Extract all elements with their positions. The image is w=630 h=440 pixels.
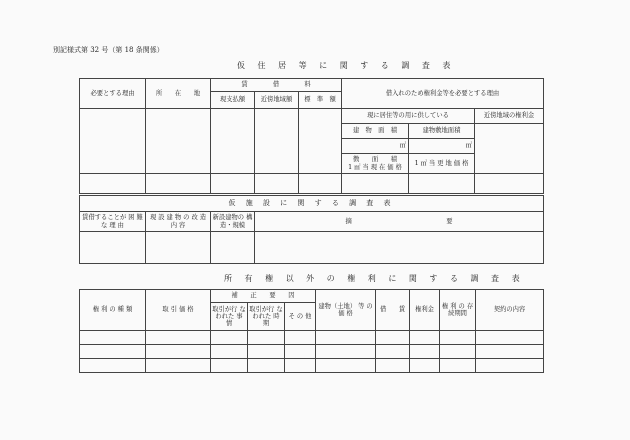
header-right-type: 権 利 の 種 類: [80, 290, 146, 331]
header-key-money-reason: 借入れのため権利金等を必要とする理由: [342, 79, 544, 109]
temporary-facility-table: [79, 195, 544, 264]
cell-blank-2: [146, 174, 211, 194]
cell-blank-8: [475, 174, 544, 194]
header-lease: 借 賃: [376, 290, 410, 331]
header-key-money: 権利金: [410, 290, 440, 331]
cell-blank-7: [409, 174, 475, 194]
cell-new-building: [211, 232, 255, 264]
unit-sqm-building: ㎡: [342, 139, 409, 154]
header-reason: 必要とする理由: [80, 79, 146, 109]
header-hard-to-lease-reason: 賃借することが 困 難 な 理 由: [80, 212, 146, 232]
header-current-use: 現に居住等の用に供している: [342, 109, 475, 124]
cell-rent-standard: [299, 109, 342, 174]
unit-sqm-site: ㎡: [409, 139, 475, 154]
header-site-area: 建物敷地面積: [409, 124, 475, 139]
form-label: 別記様式第 32 号（第 18 条関係）: [53, 46, 164, 54]
cell-rent-nearby: [255, 109, 299, 174]
cell-remarks: [255, 232, 544, 264]
table-row: [80, 345, 544, 359]
header-contract: 契約の内容: [476, 290, 544, 331]
label-levy-area: 徴 面 積: [352, 156, 398, 164]
header-period: 取引が行 なわれた 時 期: [248, 303, 285, 331]
table-row: [80, 359, 544, 373]
header-duration: 権 利 の 存続期間: [440, 290, 476, 331]
cell-blank-4: [255, 174, 299, 194]
header-rent: 賃 借 料: [211, 79, 342, 92]
header-rent-nearby: 近傍地域額: [255, 92, 299, 109]
header-location: 所 在 地: [146, 79, 211, 109]
header-building-land-price: 建物（土地） 等 の 価 格: [316, 290, 376, 331]
section-title-non-ownership-rights: 所 有 権 以 外 の 権 利 に 関 す る 調 査 表: [224, 274, 525, 283]
section-title-temporary-facility: 仮 施 設 に 関 す る 調 査 表: [80, 196, 544, 212]
cell-reason: [80, 109, 146, 174]
cell-rent-actual: [211, 109, 255, 174]
header-nearby-rights: 近傍地域の権利金: [475, 109, 544, 124]
cell-blank-6: [342, 174, 409, 194]
header-circumstances: 取引が行 なわれた 事 情: [211, 303, 248, 331]
header-updated-land-price: 1 ㎡ 当 更 地 価 格: [409, 154, 475, 174]
header-building-area: 建 物 面 積: [342, 124, 409, 139]
header-renovation: 現 設 建 物 の 改 造 内 容: [146, 212, 211, 232]
cell-blank-3: [211, 174, 255, 194]
header-other: そ の 他: [285, 303, 316, 331]
cell-nearby-rights: [475, 124, 544, 174]
header-correction: 補 正 要 因: [211, 290, 316, 303]
header-new-building: 新設建物の 構造・規模: [211, 212, 255, 232]
header-trade-price: 取 引 価 格: [146, 290, 211, 331]
header-levy-and-current-price: [342, 154, 409, 174]
header-remarks: 摘 要: [255, 212, 544, 232]
header-rent-standard: 標 準 額: [299, 92, 342, 109]
label-current-price: 1 ㎡ 当 現 在 価 格: [348, 163, 402, 171]
table-row: [80, 331, 544, 345]
section-title-temporary-residence: 仮 住 居 等 に 関 す る 調 査 表: [237, 61, 456, 70]
cell-hard-to-lease-reason: [80, 232, 146, 264]
temporary-residence-table: [79, 78, 544, 194]
non-ownership-rights-table: [79, 289, 544, 373]
cell-blank-1: [80, 174, 146, 194]
header-rent-actual: 現支払額: [211, 92, 255, 109]
cell-renovation: [146, 232, 211, 264]
cell-location: [146, 109, 211, 174]
cell-blank-5: [299, 174, 342, 194]
